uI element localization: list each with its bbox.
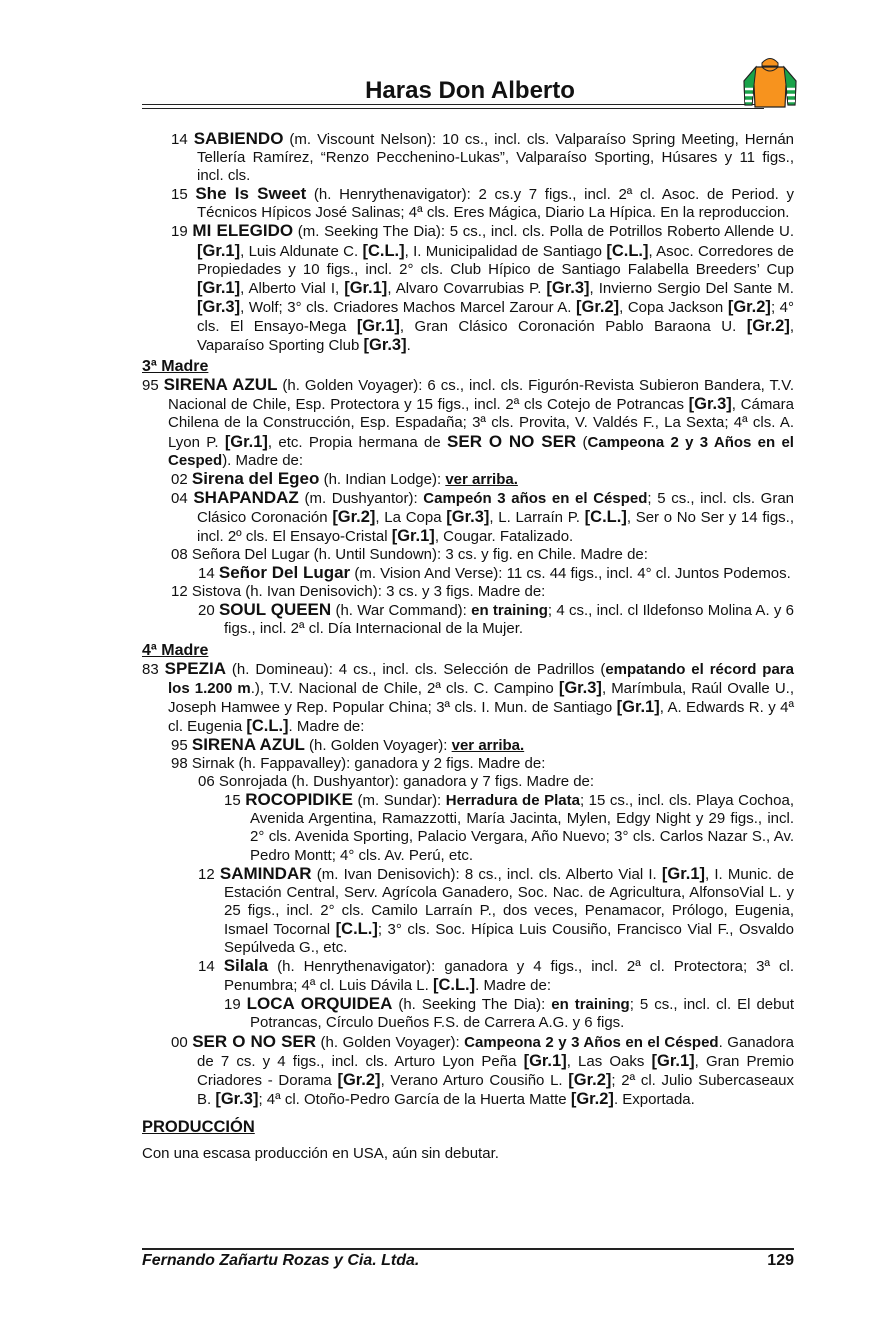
highlight-text: Campeona 2 y 3 Años en el Cesped xyxy=(168,433,794,469)
pedigree-entry xyxy=(142,865,794,957)
race-grade: [Gr.1] xyxy=(344,278,388,297)
race-grade: [Gr.2] xyxy=(570,1089,614,1108)
cross-reference: ver arriba. xyxy=(451,737,525,754)
entry-text: ; 2ª cl. Julio Subercaseaux B. xyxy=(197,1071,794,1108)
birth-year: 19 xyxy=(224,996,247,1014)
entry-text: , Asoc. Corredores de Propiedades y 10 figs., incl. 2° cls. Club Hípico de Santiago Falabella Breeders’ Cup xyxy=(197,242,795,278)
jockey-silks-icon xyxy=(742,55,798,113)
entry-text: (h. Golden Voyager): xyxy=(304,737,452,754)
entry-text: Sistova (h. Ivan Denisovich): 3 cs. y 3 figs. Madre de: xyxy=(191,583,546,601)
entry-text: . Ganadora de 7 cs. y 4 figs., incl. cls. Arturo Lyon Peña xyxy=(197,1033,795,1070)
entry-text: ; 5 cs., incl. cls. Gran Clásico Coronación xyxy=(197,489,794,526)
race-grade: [C.L.] xyxy=(362,241,405,260)
birth-year: 12 xyxy=(171,583,192,601)
entry-text: ; 4° cls. El Ensayo-Mega xyxy=(197,298,794,335)
page-title: Haras Don Alberto xyxy=(365,77,575,104)
birth-year: 15 xyxy=(224,792,246,810)
entry-text: , Cougar. Fatalizado. xyxy=(434,527,574,545)
entry-text: (m. Vision And Verse): 11 cs. 44 figs., incl. 4° cl. Juntos Podemos. xyxy=(350,565,791,583)
entry-text: , Alvaro Covarrubias P. xyxy=(387,279,547,297)
race-grade: [Gr.2] xyxy=(568,1070,612,1089)
entry-text: (m. Viscount Nelson): 10 cs., incl. cls. Valparaíso Spring Meeting, Hernán Tellería Ramírez, “Renzo Pecchenino-Lukas”, Valparaíso Sporting, Húsares y 11 figs., incl. cls. xyxy=(197,131,794,185)
horse-name: MI ELEGIDO xyxy=(192,221,294,241)
highlight-text: en training xyxy=(471,602,548,620)
entry-text: (h. Domineau): 4 cs., incl. cls. Selección de Padrillos ( xyxy=(226,660,606,678)
entry-text: Señora Del Lugar (h. Until Sundown): 3 cs. y fig. en Chile. Madre de: xyxy=(191,546,648,564)
horse-name: SOUL QUEEN xyxy=(218,600,332,620)
section-heading: 4ª Madre xyxy=(142,641,209,659)
pedigree-content xyxy=(142,130,794,1163)
entry-text: (h. War Command): xyxy=(331,602,472,620)
entry-text: (h. Golden Voyager): 6 cs., incl. cls. Figurón-Revista Subieron Bandera, T.V. Nacional de Chile, Esp. Protectora y 15 figs., incl. 2ª cls Cotejo de Potrancas xyxy=(168,377,794,414)
horse-name: SIRENA AZUL xyxy=(163,375,278,395)
birth-year: 19 xyxy=(171,223,193,241)
birth-year: 14 xyxy=(171,131,194,148)
race-grade: [Gr.1] xyxy=(661,864,706,883)
pedigree-entry xyxy=(142,470,794,489)
horse-name: SER O NO SER xyxy=(447,431,577,451)
birth-year: 20 xyxy=(198,602,219,620)
pedigree-entry xyxy=(142,185,794,222)
entry-text: , L. Larraín P. xyxy=(489,508,585,526)
pedigree-entry xyxy=(142,1033,794,1109)
horse-name: Sirena del Egeo xyxy=(191,468,320,488)
race-grade: [Gr.3] xyxy=(197,297,241,316)
highlight-text: en training xyxy=(551,996,630,1014)
race-grade: [Gr.3] xyxy=(446,507,490,526)
birth-year: 95 xyxy=(142,377,164,395)
pedigree-entry xyxy=(142,564,794,583)
entry-text: , Ser o No Ser y 14 figs., incl. 2º cls. El Ensayo-Cristal xyxy=(197,508,794,545)
pedigree-entry xyxy=(142,601,794,638)
horse-name: SER O NO SER xyxy=(192,1031,317,1051)
horse-name: SABIENDO xyxy=(193,129,284,148)
page-number: 129 xyxy=(767,1252,794,1269)
production-heading: PRODUCCIÓN xyxy=(142,1117,255,1136)
section-heading: 3ª Madre xyxy=(142,358,209,376)
birth-year: 06 xyxy=(198,773,219,791)
footer-company: Fernando Zañartu Rozas y Cia. Ltda. xyxy=(142,1252,420,1269)
pedigree-entry xyxy=(142,755,794,773)
entry-text: . Exportada. xyxy=(613,1090,695,1108)
horse-name: SAMINDAR xyxy=(219,863,312,883)
race-grade: [Gr.1] xyxy=(356,316,400,335)
entry-text: , Wolf; 3° cls. Criadores Machos Marcel Zarour A. xyxy=(240,298,577,316)
race-grade: [Gr.2] xyxy=(332,507,376,526)
race-grade: [Gr.2] xyxy=(576,297,620,316)
entry-text: (m. Dushyantor): xyxy=(298,489,424,507)
entry-text: , Gran Clásico Coronación Pablo Baraona U. xyxy=(399,317,747,335)
race-grade: [C.L.] xyxy=(584,507,627,526)
entry-text: (m. Sundar): xyxy=(352,792,446,810)
horse-name: She Is Sweet xyxy=(195,184,307,204)
horse-name: Silala xyxy=(223,956,269,976)
entry-text: , Vaparaíso Sporting Club xyxy=(197,317,794,355)
entry-text: Sonrojada (h. Dushyantor): ganadora y 7 figs. Madre de: xyxy=(218,773,595,791)
entry-text: ; 4ª cl. Otoño-Pedro García de la Huerta Matte xyxy=(258,1090,571,1108)
entry-text: (m. Seeking The Dia): 5 cs., incl. cls. Polla de Potrillos Roberto Allende U. xyxy=(293,223,794,241)
entry-text: ; 4 cs., incl. cl Ildefonso Molina A. y 6 figs., incl. 2ª cl. Día Internacional de la Mujer. xyxy=(224,602,795,638)
race-grade: [Gr.1] xyxy=(523,1051,567,1070)
race-grade: [Gr.3] xyxy=(558,678,602,697)
entry-text: , Copa Jackson xyxy=(619,298,728,316)
race-grade: [Gr.2] xyxy=(746,316,790,335)
birth-year: 08 xyxy=(171,546,192,564)
horse-name: SIRENA AZUL xyxy=(191,735,305,754)
highlight-text: Herradura de Plata xyxy=(445,792,580,810)
highlight-text: Campeón 3 años en el Césped xyxy=(423,489,648,507)
race-grade: [Gr.1] xyxy=(616,697,660,716)
entry-text: .), T.V. Nacional de Chile, 2ª cls. C. Campino xyxy=(250,679,559,697)
race-grade: [Gr.1] xyxy=(651,1051,695,1070)
birth-year: 14 xyxy=(198,958,224,976)
highlight-text: empatando el récord para los 1.200 m xyxy=(168,660,794,697)
birth-year: 95 xyxy=(171,737,192,754)
entry-text: , etc. Propia hermana de xyxy=(267,433,448,451)
pedigree-entry xyxy=(142,791,794,864)
pedigree-entry xyxy=(142,546,794,564)
race-grade: [Gr.1] xyxy=(391,526,435,545)
entry-text: (m. Ivan Denisovich): 8 cs., incl. cls. Alberto Vial I. xyxy=(311,865,662,883)
pedigree-entry xyxy=(142,773,794,791)
birth-year: 04 xyxy=(171,489,194,507)
race-grade: [Gr.3] xyxy=(215,1089,259,1108)
birth-year: 00 xyxy=(171,1033,193,1051)
birth-year: 02 xyxy=(171,470,192,488)
entry-text: , I. Municipalidad de Santiago xyxy=(404,242,607,260)
pedigree-entry xyxy=(142,995,794,1032)
race-grade: [Gr.3] xyxy=(546,278,590,297)
pedigree-entry xyxy=(142,736,794,755)
entry-text: , I. Munic. de Estación Central, Serv. Agrícola Ganadero, Soc. Nac. de Agricultura, AlfonsoVial L. y 25 figs., incl. 2° cls. Camilo Larraín P., dos veces, Penamacor, Prólogo, Eugenia, Ismael Tocornal xyxy=(224,865,794,938)
race-grade: [Gr.1] xyxy=(224,432,268,451)
header-rule-double xyxy=(142,108,764,109)
race-grade: [C.L.] xyxy=(432,976,476,995)
pedigree-entry xyxy=(142,222,794,355)
birth-year: 83 xyxy=(142,660,165,678)
race-grade: [Gr.1] xyxy=(197,278,241,297)
entry-text: , Invierno Sergio Del Sante M. xyxy=(589,279,794,297)
race-grade: [Gr.2] xyxy=(337,1070,381,1089)
entry-text: ; 5 cs., incl. cl. El debut Potrancas, Círculo Dueños F.S. de Carrera A.G. y 6 figs. xyxy=(250,996,794,1032)
entry-text: . xyxy=(406,337,411,355)
entry-text: ). Madre de: xyxy=(222,451,304,469)
entry-text: (h. Seeking The Dia): xyxy=(392,996,552,1014)
entry-text: Sirnak (h. Fappavalley): ganadora y 2 figs. Madre de: xyxy=(191,755,546,773)
pedigree-entry xyxy=(142,130,794,185)
birth-year: 12 xyxy=(198,865,220,883)
horse-name: SHAPANDAZ xyxy=(193,487,299,507)
race-grade: [C.L.] xyxy=(335,919,378,938)
footer-rule xyxy=(142,1248,794,1250)
entry-text: , Alberto Vial I, xyxy=(240,279,345,297)
entry-text: , Verano Arturo Cousiño L. xyxy=(380,1071,569,1089)
production-text: Con una escasa producción en USA, aún sin debutar. xyxy=(142,1144,499,1162)
entry-text: , Las Oaks xyxy=(566,1052,652,1070)
header-rule xyxy=(142,104,764,105)
entry-text: (h. Henrythenavigator): 2 cs.y 7 figs., incl. 2ª cl. Asoc. de Period. y Técnicos Hípicos José Salinas; 4ª cls. Eres Mágica, Diario La Hípica. En la reproduccion. xyxy=(197,186,794,222)
entry-text: . Madre de: xyxy=(475,977,552,995)
birth-year: 15 xyxy=(171,186,196,204)
race-grade: [C.L.] xyxy=(606,241,649,260)
race-grade: [Gr.3] xyxy=(688,395,732,414)
entry-text: (h. Henrythenavigator): ganadora y 4 figs., incl. 2ª cl. Protectora; 3ª cl. Penumbra; 4ª cl. Luis Dávila L. xyxy=(224,958,794,995)
pedigree-entry xyxy=(142,376,794,469)
entry-text: , Gran Premio Criadores - Dorama xyxy=(197,1052,794,1089)
pedigree-entry xyxy=(142,583,794,601)
entry-text: , Cámara Chilena de la Construcción, Esp. Espadaña; 3ª cls. Provita, V. Valdés F., La Sexta; 4ª cls. A. Lyon P. xyxy=(168,396,794,451)
pedigree-entry xyxy=(142,489,794,546)
horse-name: Señor Del Lugar xyxy=(218,563,351,583)
entry-text: , A. Edwards R. y 4ª cl. Eugenia xyxy=(168,698,794,735)
horse-name: SPEZIA xyxy=(164,658,227,678)
highlight-text: Campeona 2 y 3 Años en el Césped xyxy=(464,1033,719,1051)
cross-reference: ver arriba. xyxy=(445,470,518,488)
entry-text: (h. Golden Voyager): xyxy=(316,1033,465,1051)
entry-text: ; 15 cs., incl. cls. Playa Cochoa, Avenida Argentina, Ramazzotti, María Jacinta, Mylen, Edgy Night y 29 figs., incl. 2° cls. Avenida Sporting, Palacio Vergara, Año Nuevo; 3° cls. Carlos Nazar S., Av. Pedro Montt; 4° cls. Av. Perú, etc. xyxy=(250,792,794,864)
entry-text: , Luis Aldunate C. xyxy=(240,242,363,260)
horse-name: ROCOPIDIKE xyxy=(245,790,353,810)
entry-text: . Madre de: xyxy=(288,717,365,735)
entry-text: , La Copa xyxy=(375,508,447,526)
race-grade: [Gr.1] xyxy=(197,241,241,260)
entry-text: (h. Indian Lodge): xyxy=(319,470,446,488)
race-grade: [C.L.] xyxy=(246,716,289,735)
race-grade: [Gr.3] xyxy=(363,336,407,355)
birth-year: 14 xyxy=(198,565,219,583)
pedigree-entry xyxy=(142,957,794,995)
horse-name: LOCA ORQUIDEA xyxy=(246,994,393,1014)
pedigree-entry xyxy=(142,660,794,736)
entry-text: , Marímbula, Raúl Ovalle U., Joseph Hamwee y Rep. Popular China; 3ª cls. I. Mun. de Santiago xyxy=(168,679,794,716)
entry-text: ( xyxy=(576,433,588,451)
birth-year: 98 xyxy=(171,755,192,773)
race-grade: [Gr.2] xyxy=(727,297,771,316)
entry-text: ; 3° cls. Soc. Hípica Luis Cousiño, Francisco Vial F., Osvaldo Sepúlveda G., etc. xyxy=(224,920,794,957)
